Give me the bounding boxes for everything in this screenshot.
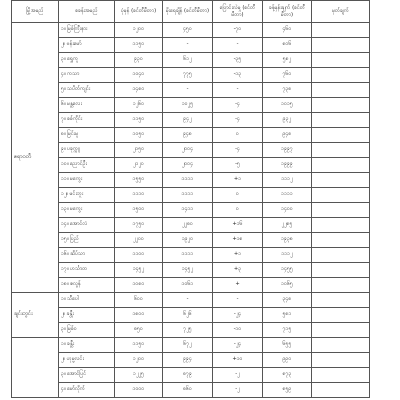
table-row <box>12 173 370 188</box>
diff-cell: -၄ <box>213 98 263 113</box>
total-cell: ၅၈၁ <box>263 308 312 323</box>
normal-cell: ၁၄၈၀ <box>115 83 163 98</box>
normal-cell: ၆၀၀ <box>115 293 163 308</box>
total-cell: ၉၄၈ <box>263 128 312 143</box>
rain-cell: ၈၆၀ <box>163 383 213 398</box>
total-cell: ၇၆၀ <box>263 68 312 83</box>
station-cell: ၂။ ဗန်းမော် <box>59 38 115 53</box>
total-cell: ၈၅၉ <box>263 383 312 398</box>
note-cell <box>312 23 370 38</box>
rain-cell: ၄၅၀ <box>163 23 213 38</box>
header-row <box>12 1 370 23</box>
total-cell: ၁၀၁၅ <box>263 98 312 113</box>
normal-cell: ၂၂၀၀ <box>115 233 163 248</box>
rain-cell: ၇၂၅ <box>163 323 213 338</box>
note-cell <box>312 143 370 158</box>
header-normal: ပုံမှန် (စင်တီမီတာ) <box>115 1 163 23</box>
station-cell: ၆။ မန္တလေး <box>59 98 115 113</box>
normal-cell: ၁၂၀၀ <box>115 23 163 38</box>
diff-cell: -၃၅ <box>213 53 263 68</box>
note-cell <box>312 188 370 203</box>
total-cell: ၇၃၈ <box>263 83 312 98</box>
header-region: မြို့အမည် <box>12 1 59 23</box>
total-cell: ၁၀၆၅ <box>263 278 312 293</box>
total-cell: ၈၀၆ <box>263 38 312 53</box>
diff-cell: - <box>213 83 263 98</box>
note-cell <box>312 158 370 173</box>
station-cell: ၇။ စစ်ကိုင်း <box>59 113 115 128</box>
note-cell <box>312 53 370 68</box>
rain-cell: ၁၁၁၁ <box>163 248 213 263</box>
table-row <box>12 113 370 128</box>
station-cell: ၃။ မြစ်ဝ <box>59 323 115 338</box>
rain-cell: - <box>163 293 213 308</box>
rain-cell: ၁၄၁၁ <box>163 203 213 218</box>
normal-cell: ၁၁၅၀ <box>115 113 163 128</box>
total-cell: ၃၄၈ <box>263 293 312 308</box>
diff-cell: + <box>213 278 263 293</box>
station-cell: ၅။ သပိတ်ကျင်း <box>59 83 115 98</box>
diff-cell: +၁ <box>213 173 263 188</box>
total-cell: ၂၂၈၅ <box>263 218 312 233</box>
normal-cell: ၁၂၂၅ <box>115 368 163 383</box>
region-cell: ဧရာဝတီ <box>12 23 59 293</box>
table-row <box>12 308 370 323</box>
note-cell <box>312 383 370 398</box>
table-row <box>12 53 370 68</box>
normal-cell: ၁၁၅၀ <box>115 38 163 53</box>
rain-cell: ၉၉၄ <box>163 353 213 368</box>
normal-cell: ၁၁၀၀ <box>115 248 163 263</box>
station-cell: ၁၁။ မကွေး <box>59 173 115 188</box>
table-row <box>12 98 370 113</box>
total-cell: ၁၄၅၅ <box>263 263 312 278</box>
total-cell: ၁၄၀၀ <box>263 203 312 218</box>
total-cell: ၁၉၉၉ <box>263 158 312 173</box>
note-cell <box>312 293 370 308</box>
total-cell: ၆၅၅ <box>263 338 312 353</box>
diff-cell: ၀ <box>213 203 263 218</box>
table-row <box>12 368 370 383</box>
table-row <box>12 263 370 278</box>
table-row <box>12 83 370 98</box>
total-cell: ၁၉၃၈ <box>263 233 312 248</box>
station-cell: ၁၂။ မင်းဘူး <box>59 188 115 203</box>
total-cell: ၇၁၅ <box>263 323 312 338</box>
rain-cell: ၈၇၉ <box>163 368 213 383</box>
note-cell <box>312 323 370 338</box>
table-row <box>12 218 370 233</box>
station-cell: ၁၈။ ဇလွန် <box>59 278 115 293</box>
normal-cell: ၂၁၅၀ <box>115 143 163 158</box>
rain-cell: ၂၂၈၀ <box>163 218 213 233</box>
rain-cell: ၁၁၁၁ <box>163 173 213 188</box>
diff-cell: -၄ <box>213 143 263 158</box>
header-total: ခန့်မှန်းချက် (စင်တီမီတာ) <box>263 1 312 23</box>
station-cell: ၈။ မြင်းမူ <box>59 128 115 143</box>
station-cell: ၁၃။ မကွေး <box>59 203 115 218</box>
station-cell: ၄။ မော်လိုက် <box>59 383 115 398</box>
diff-cell: -၄ <box>213 113 263 128</box>
note-cell <box>312 338 370 353</box>
rain-cell: ၁၉၂၀ <box>163 233 213 248</box>
diff-cell: -၇၀ <box>213 23 263 38</box>
note-cell <box>312 368 370 383</box>
station-cell: ၁၅။ ပြည် <box>59 233 115 248</box>
note-cell <box>312 263 370 278</box>
table-row <box>12 293 370 308</box>
diff-cell: - <box>213 38 263 53</box>
diff-cell: -၁၃ <box>213 68 263 83</box>
normal-cell: ၁၁၅၀ <box>115 338 163 353</box>
note-cell <box>312 308 370 323</box>
normal-cell: ၁၄၅၂ <box>115 263 163 278</box>
diff-cell: - <box>213 293 263 308</box>
note-cell <box>312 278 370 293</box>
normal-cell: ၁၀၈၀ <box>115 278 163 293</box>
station-cell: ၄။ ကသာ <box>59 68 115 83</box>
total-cell: ၄၆၀ <box>263 23 312 38</box>
station-cell: ၁။ သီပေါ <box>59 293 115 308</box>
rain-cell: - <box>163 38 213 53</box>
station-cell: ၃။ အောင်ပြင် <box>59 368 115 383</box>
rain-cell: ၉၄၂ <box>163 113 213 128</box>
rain-cell: ၇၇၅ <box>163 68 213 83</box>
station-cell: ၁၆။ ဆိပ်သာ <box>59 248 115 263</box>
station-cell: ၁၇။ ဟင်္သာတ <box>59 263 115 278</box>
river-level-table <box>11 0 370 398</box>
rain-cell: ၂၀၀၄ <box>163 143 213 158</box>
note-cell <box>312 248 370 263</box>
diff-cell: -၂၄ <box>213 338 263 353</box>
normal-cell: ၁၁၁၀ <box>115 188 163 203</box>
table-row <box>12 278 370 293</box>
total-cell: ၅၈၂ <box>263 53 312 68</box>
note-cell <box>312 128 370 143</box>
diff-cell: +၁ <box>213 248 263 263</box>
diff-cell: ၀ <box>213 128 263 143</box>
note-cell <box>312 68 370 83</box>
normal-cell: ၂၁၂၀ <box>115 158 163 173</box>
table-row <box>12 338 370 353</box>
table-row <box>12 38 370 53</box>
total-cell: ၉၃၂ <box>263 113 312 128</box>
table-row <box>12 233 370 248</box>
station-cell: ၁၀။ ညောင်ဦး <box>59 158 115 173</box>
station-cell: ၃။ ရွှေကူ <box>59 53 115 68</box>
table-row <box>12 68 370 83</box>
diff-cell: -၅ <box>213 158 263 173</box>
table-row <box>12 353 370 368</box>
header-station: စခန်းအမည် <box>59 1 115 23</box>
diff-cell: +၃ <box>213 263 263 278</box>
diff-cell: +၁၀ <box>213 353 263 368</box>
diff-cell: -၂ <box>213 368 263 383</box>
note-cell <box>312 113 370 128</box>
rain-cell: ၉၄၈ <box>163 128 213 143</box>
table-row <box>12 383 370 398</box>
diff-cell: -၁၀ <box>213 323 263 338</box>
normal-cell: ၁၀၄၀ <box>115 68 163 83</box>
station-cell: ၁။ မြစ်ကြီးနား <box>59 23 115 38</box>
rain-cell: ၆၂၆ <box>163 308 213 323</box>
region-cell: ချင်းတွင်း <box>12 293 59 338</box>
table-row <box>12 323 370 338</box>
table-row <box>12 128 370 143</box>
normal-cell: ၁၂၀၀ <box>115 353 163 368</box>
rain-cell: ၁၁၁၁ <box>163 188 213 203</box>
note-cell <box>312 83 370 98</box>
table-row <box>12 143 370 158</box>
diff-cell: -၂၄ <box>213 308 263 323</box>
station-cell: ၂။ ခန္တီး <box>59 308 115 323</box>
rain-cell: ၁၀၆၁ <box>163 278 213 293</box>
total-cell: ၁၁၁၂ <box>263 173 312 188</box>
note-cell <box>312 218 370 233</box>
normal-cell: ၁၇၅၀ <box>115 218 163 233</box>
station-cell: ၁။ ခန္တီး <box>59 338 115 353</box>
normal-cell: ၁၅၀၀ <box>115 203 163 218</box>
normal-cell: ၈၅၀ <box>115 323 163 338</box>
header-diff: ပြောင်းလဲမှု (စင်တီမီတာ) <box>213 1 263 23</box>
total-cell: ၁၉၉၇ <box>263 143 312 158</box>
total-cell: ၈၇၃ <box>263 368 312 383</box>
normal-cell: ၁၂၆၀ <box>115 98 163 113</box>
diff-cell: -၂ <box>213 383 263 398</box>
diff-cell: +၁၈ <box>213 233 263 248</box>
total-cell: ၁၁၁၁ <box>263 188 312 203</box>
note-cell <box>312 203 370 218</box>
station-cell: ၉။ ပခုက္ကူ <box>59 143 115 158</box>
table-row <box>12 248 370 263</box>
station-cell: ၁၄။ အောင်လံ <box>59 218 115 233</box>
table-row <box>12 158 370 173</box>
normal-cell: ၁၈၀၀ <box>115 308 163 323</box>
normal-cell: ၁၀၅၀ <box>115 128 163 143</box>
rain-cell: ၂၀၀၄ <box>163 158 213 173</box>
note-cell <box>312 353 370 368</box>
note-cell <box>312 173 370 188</box>
rain-cell: ၆၁၂ <box>163 53 213 68</box>
station-cell: ၂။ ဟုမ္မလင်း <box>59 353 115 368</box>
rain-cell: ၆၇၂ <box>163 338 213 353</box>
region-cell <box>12 338 59 398</box>
table-row <box>12 188 370 203</box>
header-note: မှတ်ချက် <box>312 1 370 23</box>
total-cell: ၉၉၀ <box>263 353 312 368</box>
document-page <box>11 0 391 400</box>
header-rain: မိုးရေချိန် (စင်တီမီတာ) <box>163 1 213 23</box>
normal-cell: ၉၃၀ <box>115 53 163 68</box>
table-row <box>12 203 370 218</box>
table-body <box>12 23 370 398</box>
total-cell: ၁၁၁၂ <box>263 248 312 263</box>
normal-cell: ၁၀၀၀ <box>115 383 163 398</box>
rain-cell: ၁၀၂၅ <box>163 98 213 113</box>
rain-cell: ၁၄၅၂ <box>163 263 213 278</box>
rain-cell: - <box>163 83 213 98</box>
note-cell <box>312 233 370 248</box>
table-row <box>12 23 370 38</box>
diff-cell: ၀ <box>213 188 263 203</box>
normal-cell: ၁၅၅၀ <box>115 173 163 188</box>
table-header <box>12 1 370 23</box>
diff-cell: +၁၆ <box>213 218 263 233</box>
note-cell <box>312 98 370 113</box>
note-cell <box>312 38 370 53</box>
